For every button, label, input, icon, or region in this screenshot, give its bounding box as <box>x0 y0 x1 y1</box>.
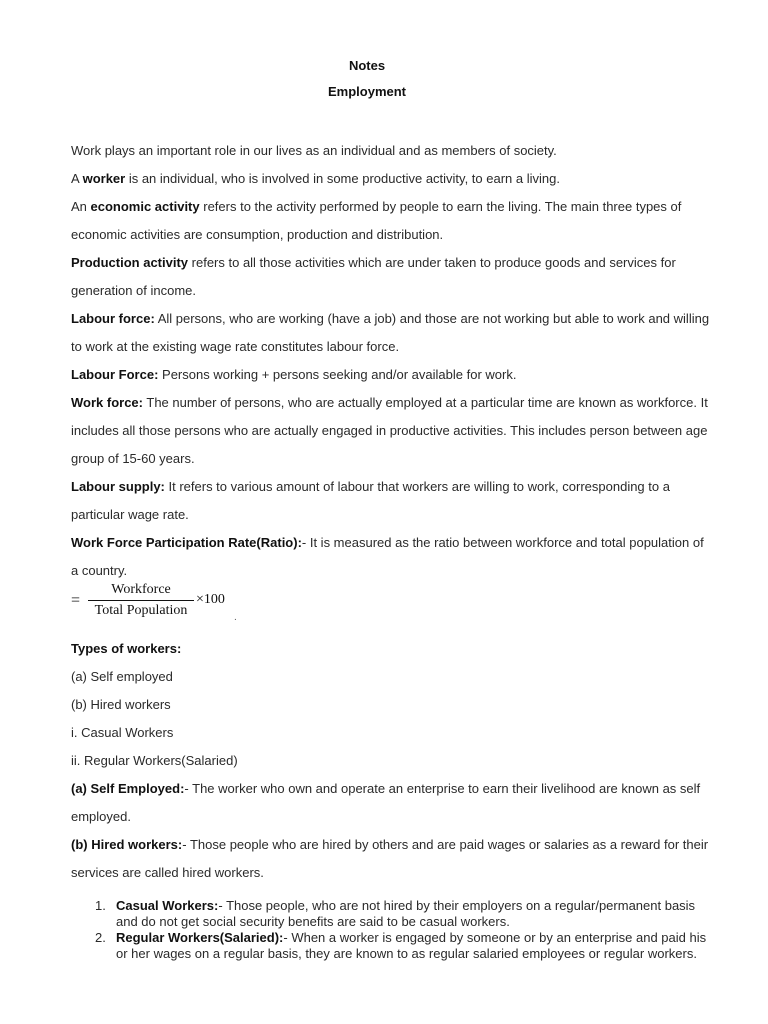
production-activity-definition: Production activity refers to all those activities which are under taken to produce goods and services for <box>71 255 676 270</box>
labour-supply-line-2: particular wage rate. <box>71 507 189 522</box>
labour-force-definition: Labour force: All persons, who are working (have a job) and those are not working but able to work and willing <box>71 311 710 326</box>
list-item-text: Casual Workers:- Those people, who are not hired by their employers on a regular/permanent basis and do not get social security benefits are said to be casual workers. <box>116 898 696 929</box>
formula-multiplier: ×100 <box>196 592 225 607</box>
self-employed-definition: (a) Self Employed:- The worker who own and operate an enterprise to earn their livelihood are known as self <box>71 781 701 796</box>
self-employed-term: (a) Self Employed: <box>71 781 185 796</box>
labour-supply-definition: Labour supply: It refers to various amount of labour that workers are willing to work, corresponding to a <box>71 479 670 494</box>
self-employed-line-2: employed. <box>71 809 131 824</box>
regular-workers-term: Regular Workers(Salaried): <box>116 930 284 945</box>
labour-supply-term: Labour supply: <box>71 479 165 494</box>
wfpr-definition: Work Force Participation Rate(Ratio):- It is measured as the ratio between workforce and total population of <box>71 535 704 550</box>
formula-trailing-dot: . <box>234 612 237 623</box>
production-activity-line-2: generation of income. <box>71 283 197 298</box>
type-hired-workers: (b) Hired workers <box>71 697 171 712</box>
work-force-term: Work force: <box>71 395 143 410</box>
list-item <box>95 898 735 930</box>
casual-workers-term: Casual Workers: <box>116 898 219 913</box>
type-regular-workers: ii. Regular Workers(Salaried) <box>71 753 238 768</box>
wfpr-term: Work Force Participation Rate(Ratio): <box>71 535 302 550</box>
list-item-number: 2. <box>95 930 106 945</box>
work-force-definition: Work force: The number of persons, who are actually employed at a particular time are known as workforce. It <box>71 395 708 410</box>
labour-force-term-2: Labour Force: <box>71 367 159 382</box>
type-casual-workers: i. Casual Workers <box>71 725 174 740</box>
formula-fraction <box>88 582 194 619</box>
economic-activity-line-2: economic activities are consumption, production and distribution. <box>71 227 444 242</box>
worker-term: worker <box>82 171 126 186</box>
formula-equals: = <box>71 592 81 609</box>
economic-activity-definition: An economic activity refers to the activity performed by people to earn the living. The main three types of <box>71 199 682 214</box>
intro-paragraph: Work plays an important role in our lives as an individual and as members of society. <box>71 143 557 158</box>
wfpr-line-2: a country. <box>71 563 128 578</box>
formula-denominator: Total Population <box>94 603 188 618</box>
work-force-line-2: includes all those persons who are actually engaged in productive activities. This includes person between age <box>71 423 708 438</box>
formula-numerator: Workforce <box>111 582 171 597</box>
labour-force-term: Labour force: <box>71 311 155 326</box>
worker-definition: A worker is an individual, who is involved in some productive activity, to earn a living. <box>71 171 560 186</box>
labour-force-line-2: to work at the existing wage rate constitutes labour force. <box>71 339 400 354</box>
economic-activity-term: economic activity <box>90 199 200 214</box>
page-title: Notes <box>348 58 386 73</box>
types-heading: Types of workers: <box>71 641 182 656</box>
list-item <box>95 930 735 962</box>
work-force-line-3: group of 15-60 years. <box>71 451 195 466</box>
type-self-employed: (a) Self employed <box>71 669 173 684</box>
hired-workers-term: (b) Hired workers: <box>71 837 183 852</box>
list-item-text: Regular Workers(Salaried):- When a worker is engaged by someone or by an enterprise and paid his or her wages on a regular basis, they are known to as regular salaried employees or regular workers. <box>116 930 707 961</box>
page-subtitle: Employment <box>327 84 406 99</box>
numbered-list <box>95 898 735 962</box>
hired-workers-line-2: services are called hired workers. <box>71 865 264 880</box>
fraction-bar <box>88 600 194 601</box>
labour-force-formula-text: Labour Force: Persons working + persons seeking and/or available for work. <box>71 367 517 382</box>
hired-workers-definition: (b) Hired workers:- Those people who are hired by others and are paid wages or salaries as a reward for their <box>71 837 709 852</box>
list-item-number: 1. <box>95 898 106 913</box>
production-activity-term: Production activity <box>71 255 189 270</box>
